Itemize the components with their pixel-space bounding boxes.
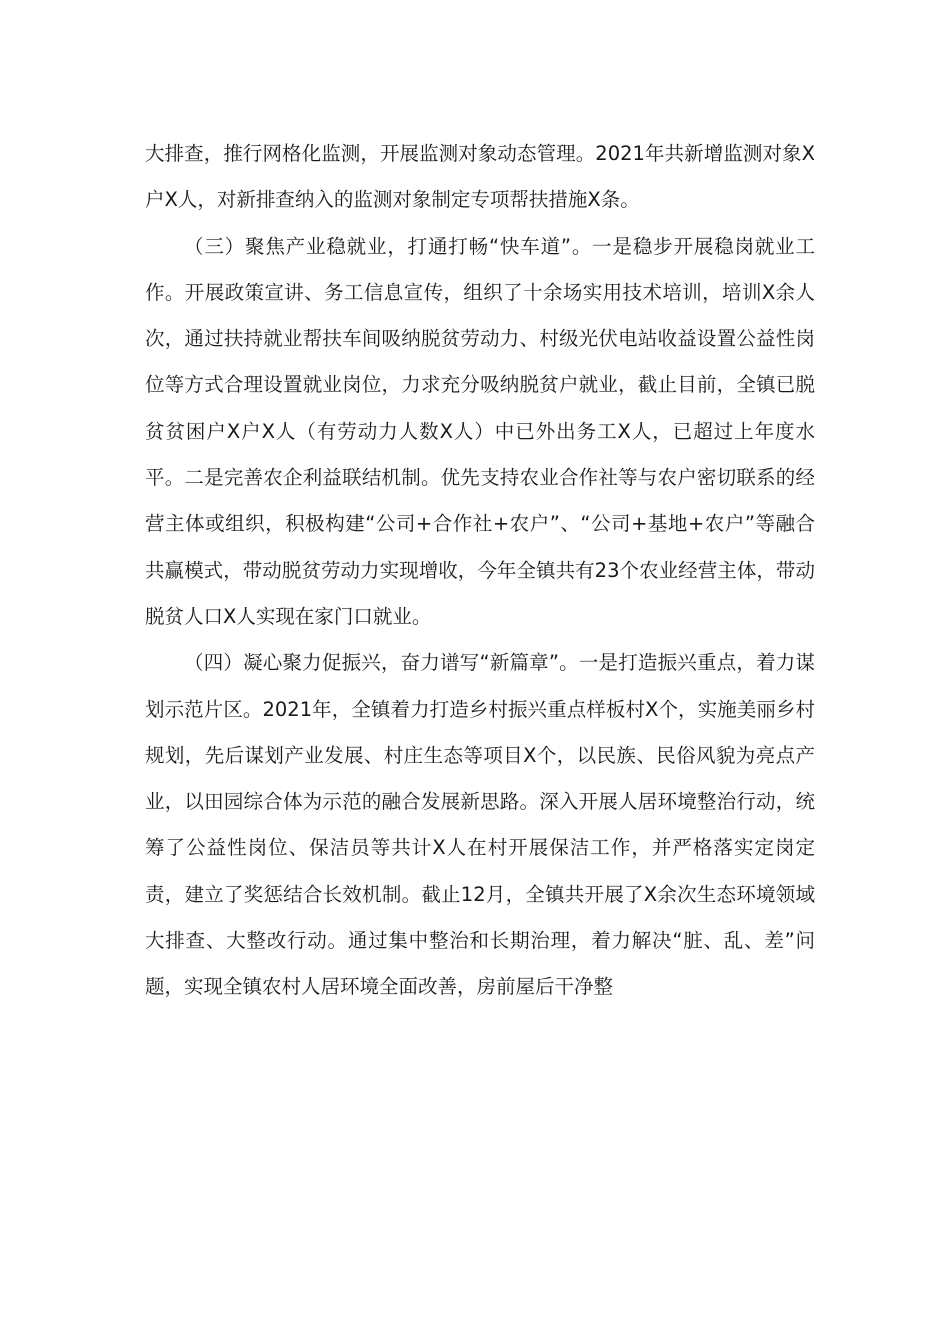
paragraph-continuation: 大排查，推行网格化监测，开展监测对象动态管理。2021年共新增监测对象X户X人，对新排查纳入的监测对象制定专项帮扶措施X条。 [145, 142, 815, 212]
document-body [145, 131, 815, 1011]
paragraph-section-three: （三）聚焦产业稳就业，打通打畅“快车道”。一是稳步开展稳岗就业工作。开展政策宣讲、务工信息宣传，组织了十余场实用技术培训，培训X余人次，通过扶持就业帮扶车间吸纳脱贫劳动力、村级光伏电站收益设置公益性岗位等方式合理设置就业岗位，力求充分吸纳脱贫户就业，截止目前，全镇已脱贫贫困户X户X人（有劳动力人数X人）中已外出务工X人，已超过上年度水平。二是完善农企利益联结机制。优先支持农业合作社等与农户密切联系的经营主体或组织，积极构建“公司+合作社+农户”、“公司+基地+农户”等融合共赢模式，带动脱贫劳动力实现增收，今年全镇共有23个农业经营主体，带动脱贫人口X人实现在家门口就业。 [145, 234, 815, 628]
paragraph-section-four: （四）凝心聚力促振兴，奋力谱写“新篇章”。一是打造振兴重点，着力谋划示范片区。2021年，全镇着力打造乡村振兴重点样板村X个，实施美丽乡村规划，先后谋划产业发展、村庄生态等项目X个，以民族、民俗风貌为亮点产业，以田园综合体为示范的融合发展新思路。深入开展人居环境整治行动，统筹了公益性岗位、保洁员等共计X人在村开展保洁工作，并严格落实定岗定责，建立了奖惩结合长效机制。截止12月，全镇共开展了X余次生态环境领域大排查、大整改行动。通过集中整治和长期治理，着力解决“脏、乱、差”问题，实现全镇农村人居环境全面改善，房前屋后干净整 [145, 651, 815, 999]
